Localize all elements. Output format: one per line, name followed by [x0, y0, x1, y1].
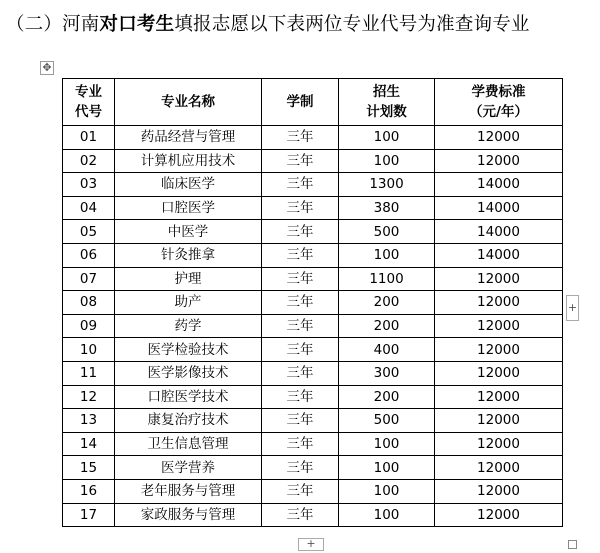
cell-fee: 12000 [435, 338, 563, 362]
cell-system: 三年 [262, 267, 339, 291]
add-row-button[interactable]: + [298, 538, 324, 551]
cell-system: 三年 [262, 409, 339, 433]
cell-system: 三年 [262, 432, 339, 456]
cell-system: 三年 [262, 385, 339, 409]
table-row [63, 385, 563, 409]
cell-name: 药学 [115, 314, 262, 338]
heading-part1: （二）河南 [6, 14, 100, 35]
cell-name: 针灸推拿 [115, 243, 262, 267]
cell-fee: 12000 [435, 503, 563, 527]
heading-part2: 填报志愿以下表两位专业代号为准查询专业 [174, 14, 530, 35]
table-row [63, 149, 563, 173]
cell-system: 三年 [262, 291, 339, 315]
cell-plan: 100 [339, 126, 435, 150]
cell-code: 04 [63, 196, 115, 220]
cell-code: 10 [63, 338, 115, 362]
cell-system: 三年 [262, 173, 339, 197]
table-row [63, 432, 563, 456]
cell-name: 康复治疗技术 [115, 409, 262, 433]
cell-name: 老年服务与管理 [115, 479, 262, 503]
cell-system: 三年 [262, 149, 339, 173]
cell-fee: 12000 [435, 432, 563, 456]
cell-code: 08 [63, 291, 115, 315]
cell-fee: 12000 [435, 291, 563, 315]
cell-system: 三年 [262, 314, 339, 338]
cell-plan: 1300 [339, 173, 435, 197]
cell-plan: 200 [339, 314, 435, 338]
table-row [63, 361, 563, 385]
table-row [63, 456, 563, 480]
cell-name: 助产 [115, 291, 262, 315]
cell-system: 三年 [262, 338, 339, 362]
table-row [63, 243, 563, 267]
cell-fee: 12000 [435, 267, 563, 291]
table-row [63, 338, 563, 362]
cell-name: 卫生信息管理 [115, 432, 262, 456]
cell-system: 三年 [262, 220, 339, 244]
table-resize-handle[interactable] [568, 540, 577, 549]
cell-plan: 100 [339, 503, 435, 527]
cell-code: 16 [63, 479, 115, 503]
cell-name: 中医学 [115, 220, 262, 244]
cell-system: 三年 [262, 243, 339, 267]
cell-name: 护理 [115, 267, 262, 291]
cell-code: 17 [63, 503, 115, 527]
cell-code: 13 [63, 409, 115, 433]
table-row [63, 291, 563, 315]
cell-system: 三年 [262, 456, 339, 480]
header-plan: 招生 计划数 [339, 79, 435, 126]
cell-fee: 12000 [435, 385, 563, 409]
cell-fee: 12000 [435, 314, 563, 338]
cell-fee: 12000 [435, 456, 563, 480]
cell-code: 02 [63, 149, 115, 173]
cell-code: 09 [63, 314, 115, 338]
header-fee: 学费标准 （元/年） [435, 79, 563, 126]
cell-plan: 380 [339, 196, 435, 220]
cell-system: 三年 [262, 196, 339, 220]
cell-plan: 1100 [339, 267, 435, 291]
cell-code: 15 [63, 456, 115, 480]
cell-code: 05 [63, 220, 115, 244]
heading-bold-part: 对口考生 [99, 14, 175, 35]
table-body [63, 126, 563, 527]
cell-fee: 14000 [435, 243, 563, 267]
cell-plan: 500 [339, 220, 435, 244]
cell-plan: 200 [339, 385, 435, 409]
table-move-handle-icon[interactable]: ✥ [40, 61, 54, 75]
cell-fee: 14000 [435, 173, 563, 197]
cell-plan: 100 [339, 243, 435, 267]
cell-name: 医学检验技术 [115, 338, 262, 362]
cell-system: 三年 [262, 503, 339, 527]
cell-plan: 100 [339, 149, 435, 173]
cell-plan: 500 [339, 409, 435, 433]
table-row [63, 173, 563, 197]
header-system: 学制 [262, 79, 339, 126]
header-code: 专业 代号 [63, 79, 115, 126]
cell-name: 临床医学 [115, 173, 262, 197]
cell-fee: 12000 [435, 409, 563, 433]
table-row [63, 503, 563, 527]
table-row [63, 409, 563, 433]
cell-name: 医学营养 [115, 456, 262, 480]
header-name: 专业名称 [115, 79, 262, 126]
header-row [63, 79, 563, 126]
cell-code: 11 [63, 361, 115, 385]
cell-name: 医学影像技术 [115, 361, 262, 385]
cell-fee: 12000 [435, 361, 563, 385]
cell-system: 三年 [262, 361, 339, 385]
table-row [63, 479, 563, 503]
cell-name: 药品经营与管理 [115, 126, 262, 150]
cell-plan: 100 [339, 479, 435, 503]
cell-code: 07 [63, 267, 115, 291]
cell-name: 口腔医学技术 [115, 385, 262, 409]
cell-code: 06 [63, 243, 115, 267]
cell-name: 口腔医学 [115, 196, 262, 220]
cell-plan: 100 [339, 456, 435, 480]
majors-table [62, 78, 563, 527]
cell-system: 三年 [262, 126, 339, 150]
section-heading [6, 12, 596, 38]
cell-code: 03 [63, 173, 115, 197]
cell-code: 14 [63, 432, 115, 456]
cell-plan: 400 [339, 338, 435, 362]
cell-plan: 300 [339, 361, 435, 385]
cell-system: 三年 [262, 479, 339, 503]
table-row [63, 267, 563, 291]
table-row [63, 126, 563, 150]
table-row [63, 220, 563, 244]
cell-name: 家政服务与管理 [115, 503, 262, 527]
cell-fee: 14000 [435, 196, 563, 220]
cell-plan: 100 [339, 432, 435, 456]
cell-fee: 12000 [435, 149, 563, 173]
cell-code: 12 [63, 385, 115, 409]
table-row [63, 314, 563, 338]
cell-fee: 14000 [435, 220, 563, 244]
cell-fee: 12000 [435, 126, 563, 150]
cell-fee: 12000 [435, 479, 563, 503]
cell-plan: 200 [339, 291, 435, 315]
cell-name: 计算机应用技术 [115, 149, 262, 173]
cell-code: 01 [63, 126, 115, 150]
table-row [63, 196, 563, 220]
add-column-button[interactable]: + [566, 295, 579, 321]
